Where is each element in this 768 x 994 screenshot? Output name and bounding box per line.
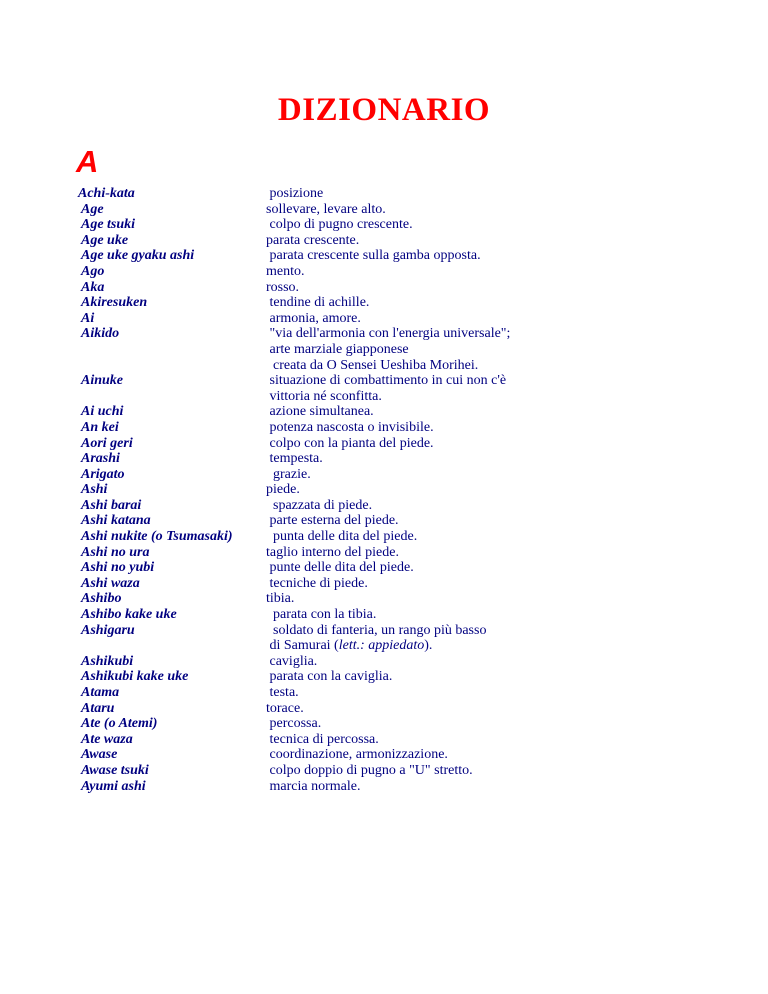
entry-term: Ate (o Atemi) bbox=[78, 716, 158, 732]
definition-line: tendine di achille. bbox=[266, 295, 370, 311]
dictionary-entry bbox=[78, 451, 598, 467]
definition-line: "via dell'armonia con l'energia universale"; bbox=[266, 326, 511, 342]
definition-line: coordinazione, armonizzazione. bbox=[266, 747, 448, 763]
dictionary-entry bbox=[78, 311, 598, 327]
entry-term: Awase bbox=[78, 747, 118, 763]
entry-term: Ashi bbox=[78, 482, 108, 498]
dictionary-entry bbox=[78, 685, 598, 701]
dictionary-entry bbox=[78, 513, 598, 529]
page-title: DIZIONARIO bbox=[277, 92, 491, 128]
entry-term: Ayumi ashi bbox=[78, 778, 146, 794]
entry-term: Aikido bbox=[78, 326, 120, 342]
entry-term: Ashikubi bbox=[78, 653, 134, 669]
definition-line: marcia normale. bbox=[266, 778, 361, 794]
definition-line: creata da O Sensei Ueshiba Morihei. bbox=[266, 357, 479, 373]
entry-term: Ainuke bbox=[78, 373, 123, 389]
definition-line: testa. bbox=[266, 685, 299, 700]
entry-term: Ashi no ura bbox=[78, 544, 150, 560]
entry-definition bbox=[266, 669, 598, 685]
entry-term: Ashi barai bbox=[78, 497, 142, 513]
dictionary-entry bbox=[78, 280, 598, 296]
entry-definition bbox=[266, 264, 598, 280]
entry-definition bbox=[266, 467, 598, 483]
dictionary-entry bbox=[78, 763, 598, 779]
entry-term: Ashi waza bbox=[78, 575, 140, 591]
entry-definition bbox=[266, 607, 598, 623]
entry-definition bbox=[266, 451, 598, 467]
definition-line: posizione bbox=[266, 186, 324, 201]
dictionary-entry bbox=[78, 420, 598, 436]
definition-line: taglio interno del piede. bbox=[266, 544, 399, 560]
definition-text: ). bbox=[424, 638, 433, 654]
entry-definition bbox=[266, 217, 598, 233]
entry-term: Ate waza bbox=[78, 731, 133, 747]
definition-line: parte esterna del piede. bbox=[266, 513, 399, 529]
entry-definition bbox=[266, 560, 598, 576]
entry-term: Ashigaru bbox=[78, 622, 135, 638]
dictionary-entry bbox=[78, 779, 598, 795]
definition-line: tecniche di piede. bbox=[266, 575, 368, 591]
entry-term: Ataru bbox=[78, 700, 115, 716]
definition-line: soldato di fanteria, un rango più basso bbox=[266, 622, 487, 638]
dictionary-entry bbox=[78, 264, 598, 280]
entry-term: Ashi no yubi bbox=[78, 560, 155, 576]
definition-line: vittoria né sconfitta. bbox=[266, 388, 382, 404]
entry-definition bbox=[266, 436, 598, 452]
entry-term: Ai bbox=[78, 310, 95, 326]
entry-definition bbox=[266, 482, 598, 498]
section-letter: A bbox=[76, 144, 99, 179]
dictionary-entry bbox=[78, 716, 598, 732]
definition-line: torace. bbox=[266, 700, 304, 716]
entry-definition bbox=[266, 186, 598, 202]
dictionary-entry bbox=[78, 623, 598, 654]
dictionary-entry bbox=[78, 326, 598, 373]
definition-line: azione simultanea. bbox=[266, 404, 374, 420]
definition-line: rosso. bbox=[266, 279, 300, 295]
entry-term: Ashi nukite (o Tsumasaki) bbox=[78, 529, 233, 545]
dictionary-entry bbox=[78, 295, 598, 311]
dictionary-entry bbox=[78, 233, 598, 249]
dictionary-entry bbox=[78, 669, 598, 685]
entry-definition bbox=[266, 373, 598, 404]
definition-line bbox=[266, 638, 598, 654]
definition-line: piede. bbox=[266, 482, 300, 498]
entry-term: Achi-kata bbox=[78, 186, 135, 201]
entry-definition bbox=[266, 326, 598, 373]
dictionary-entry bbox=[78, 186, 598, 202]
definition-line: tibia. bbox=[266, 591, 295, 607]
entry-definition bbox=[266, 576, 598, 592]
definition-line: tempesta. bbox=[266, 451, 323, 467]
entry-definition bbox=[266, 529, 598, 545]
dictionary-entry bbox=[78, 732, 598, 748]
dictionary-entry bbox=[78, 560, 598, 576]
entry-definition bbox=[266, 747, 598, 763]
entry-definition bbox=[266, 701, 598, 717]
entry-definition bbox=[266, 248, 598, 264]
dictionary-entry bbox=[78, 576, 598, 592]
entry-term: Age uke gyaku ashi bbox=[78, 248, 195, 264]
entry-term: Ago bbox=[78, 263, 105, 279]
dictionary-entry bbox=[78, 202, 598, 218]
entry-term: An kei bbox=[78, 419, 119, 435]
entry-definition bbox=[266, 654, 598, 670]
entry-definition bbox=[266, 513, 598, 529]
definition-line: colpo di pugno crescente. bbox=[266, 217, 413, 233]
entry-definition bbox=[266, 732, 598, 748]
definition-italic: lett.: appiedato bbox=[338, 638, 425, 654]
entry-term: Age bbox=[78, 201, 104, 217]
dictionary-entry bbox=[78, 747, 598, 763]
entry-term: Awase tsuki bbox=[78, 762, 149, 778]
definition-line: punta delle dita del piede. bbox=[266, 529, 418, 545]
entry-definition bbox=[266, 404, 598, 420]
entry-term: Atama bbox=[78, 685, 120, 700]
dictionary-entry bbox=[78, 591, 598, 607]
entry-definition bbox=[266, 591, 598, 607]
entry-definition bbox=[266, 763, 598, 779]
definition-line: colpo con la pianta del piede. bbox=[266, 435, 434, 451]
dictionary-entry bbox=[78, 467, 598, 483]
dictionary-entry bbox=[78, 529, 598, 545]
entry-definition bbox=[266, 233, 598, 249]
definition-line: parata con la caviglia. bbox=[266, 669, 393, 685]
entry-definition bbox=[266, 295, 598, 311]
entry-term: Arigato bbox=[78, 466, 125, 482]
dictionary-entry bbox=[78, 545, 598, 561]
definition-line: tecnica di percossa. bbox=[266, 731, 379, 747]
dictionary-entry bbox=[78, 436, 598, 452]
definition-line: armonia, amore. bbox=[266, 310, 361, 326]
entry-term: Arashi bbox=[78, 451, 120, 467]
definition-line: spazzata di piede. bbox=[266, 497, 373, 513]
definition-line: percossa. bbox=[266, 716, 322, 732]
definition-line: caviglia. bbox=[266, 653, 318, 669]
definition-text: di Samurai ( bbox=[266, 638, 339, 654]
dictionary-entry bbox=[78, 248, 598, 264]
entry-definition bbox=[266, 716, 598, 732]
entry-term: Aori geri bbox=[78, 435, 133, 451]
definition-line: sollevare, levare alto. bbox=[266, 201, 386, 217]
entry-definition bbox=[266, 623, 598, 654]
entry-term: Ashikubi kake uke bbox=[78, 669, 189, 685]
entry-definition bbox=[266, 779, 598, 795]
definition-line: mento. bbox=[266, 263, 305, 279]
dictionary-entry bbox=[78, 217, 598, 233]
definition-line: parata crescente sulla gamba opposta. bbox=[266, 248, 481, 264]
entry-term: Ai uchi bbox=[78, 404, 124, 420]
entry-definition bbox=[266, 311, 598, 327]
entry-definition bbox=[266, 280, 598, 296]
definition-line: colpo doppio di pugno a "U" stretto. bbox=[266, 762, 473, 778]
dictionary-entry bbox=[78, 701, 598, 717]
definition-line: punte delle dita del piede. bbox=[266, 560, 414, 576]
dictionary-entry bbox=[78, 482, 598, 498]
entry-definition bbox=[266, 420, 598, 436]
dictionary-entry bbox=[78, 373, 598, 404]
dictionary-entry bbox=[78, 498, 598, 514]
entry-term: Ashibo kake uke bbox=[78, 607, 177, 623]
definition-line: arte marziale giapponese bbox=[266, 341, 409, 357]
definition-line: situazione di combattimento in cui non c'è bbox=[266, 373, 507, 389]
dictionary-entry bbox=[78, 607, 598, 623]
entry-term: Aka bbox=[78, 279, 105, 295]
entry-term: Akiresuken bbox=[78, 295, 148, 311]
entry-definition bbox=[266, 498, 598, 514]
entry-term: Age tsuki bbox=[78, 217, 136, 233]
dictionary-entry bbox=[78, 654, 598, 670]
entry-definition bbox=[266, 545, 598, 561]
entry-term: Age uke bbox=[78, 232, 129, 248]
dictionary-entry bbox=[78, 404, 598, 420]
definition-line: parata con la tibia. bbox=[266, 607, 377, 623]
entry-term: Ashibo bbox=[78, 591, 122, 607]
definition-line: parata crescente. bbox=[266, 232, 360, 248]
entry-definition bbox=[266, 202, 598, 218]
definition-line: potenza nascosta o invisibile. bbox=[266, 419, 434, 435]
entry-term: Ashi katana bbox=[78, 513, 151, 529]
definition-line: grazie. bbox=[266, 466, 311, 482]
entry-definition bbox=[266, 685, 598, 701]
dictionary-entries bbox=[78, 186, 598, 794]
